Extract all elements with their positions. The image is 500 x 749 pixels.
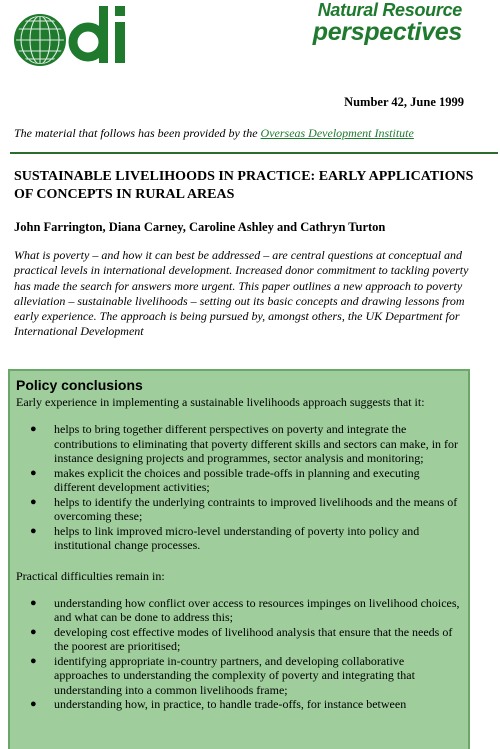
list-item	[30, 624, 460, 654]
list-item-text: developing cost effective modes of livelihood analysis that ensure that the needs of the poorest are prioritised;	[54, 624, 453, 653]
bullet-icon: ●	[30, 466, 37, 479]
header-divider	[10, 152, 498, 154]
policy-conclusions-box	[8, 369, 470, 749]
list-item	[30, 653, 460, 698]
series-line-1: Natural Resource	[317, 0, 462, 20]
issue-number: Number 42, June 1999	[344, 95, 464, 109]
provided-by-text: The material that follows has been provided by the	[14, 126, 261, 140]
list-item	[30, 595, 460, 625]
series-line-2: perspectives	[312, 18, 462, 46]
bullet-icon: ●	[30, 596, 37, 609]
series-title	[313, 1, 462, 45]
list-item-text: makes explicit the choices and possible trade-offs in planning and executing different development activities;	[54, 465, 420, 494]
list-item	[30, 494, 460, 524]
odi-link[interactable]: Overseas Development Institute	[260, 126, 414, 140]
list-item	[30, 465, 460, 495]
list-item-text: helps to bring together different perspectives on poverty and integrate the contributions to eliminating that poverty different skills and sectors can make, in for instance designing projects and programmes, sector analysis and monitoring;	[54, 422, 459, 465]
list-item-text: understanding how conflict over access to resources impinges on livelihood choices, and what can be done to address this;	[54, 595, 460, 624]
bullet-icon: ●	[30, 524, 37, 537]
provided-by-line	[14, 126, 484, 141]
difficulties-bullet-list	[10, 596, 468, 712]
bullet-icon: ●	[30, 654, 37, 667]
list-item-text: helps to identify the underlying contraints to improved livelihoods and the means of overcoming these;	[54, 494, 458, 523]
list-item	[30, 523, 460, 553]
list-item-text: identifying appropriate in-country partners, and developing collaborative approaches to understanding the complexity of poverty and integrating that understanding into a common livelihoods frame;	[54, 653, 415, 697]
article-title: SUSTAINABLE LIVELIHOODS IN PRACTICE: EARLY APPLICATIONS OF CONCEPTS IN RURAL AREAS	[14, 169, 474, 202]
difficulties-intro: Practical difficulties remain in:	[16, 568, 165, 583]
policy-conclusions-heading: Policy conclusions	[16, 377, 143, 393]
list-item-text: helps to link improved micro-level understanding of poverty into policy and institutional change processes.	[54, 523, 420, 552]
odi-logo	[12, 2, 132, 68]
policy-intro: Early experience in implementing a sustainable livelihoods approach suggests that it:	[16, 395, 425, 409]
article-authors: John Farrington, Diana Carney, Caroline Ashley and Cathryn Turton	[14, 220, 386, 234]
bullet-icon: ●	[30, 423, 37, 435]
bullet-icon: ●	[30, 625, 37, 638]
bullet-icon: ●	[30, 698, 37, 710]
list-item	[30, 697, 460, 712]
policy-bullet-list	[10, 422, 468, 553]
article-abstract: What is poverty – and how it can best be addressed – are central questions at conceptual and practical levels in international development. Increased donor commitment to tackling poverty has made the search for answers more urgent. This paper outlines a new approach to poverty alleviation – sustainable livelihoods – setting out its basic concepts and drawing lessons from early experience. The approach is being pursued by, amongst others, the UK Department for International Development	[14, 248, 469, 339]
list-item-text: understanding how, in practice, to handle trade-offs, for instance between	[54, 697, 407, 711]
odi-logo-graphic	[12, 2, 132, 68]
bullet-icon: ●	[30, 495, 37, 508]
list-item	[30, 422, 460, 466]
